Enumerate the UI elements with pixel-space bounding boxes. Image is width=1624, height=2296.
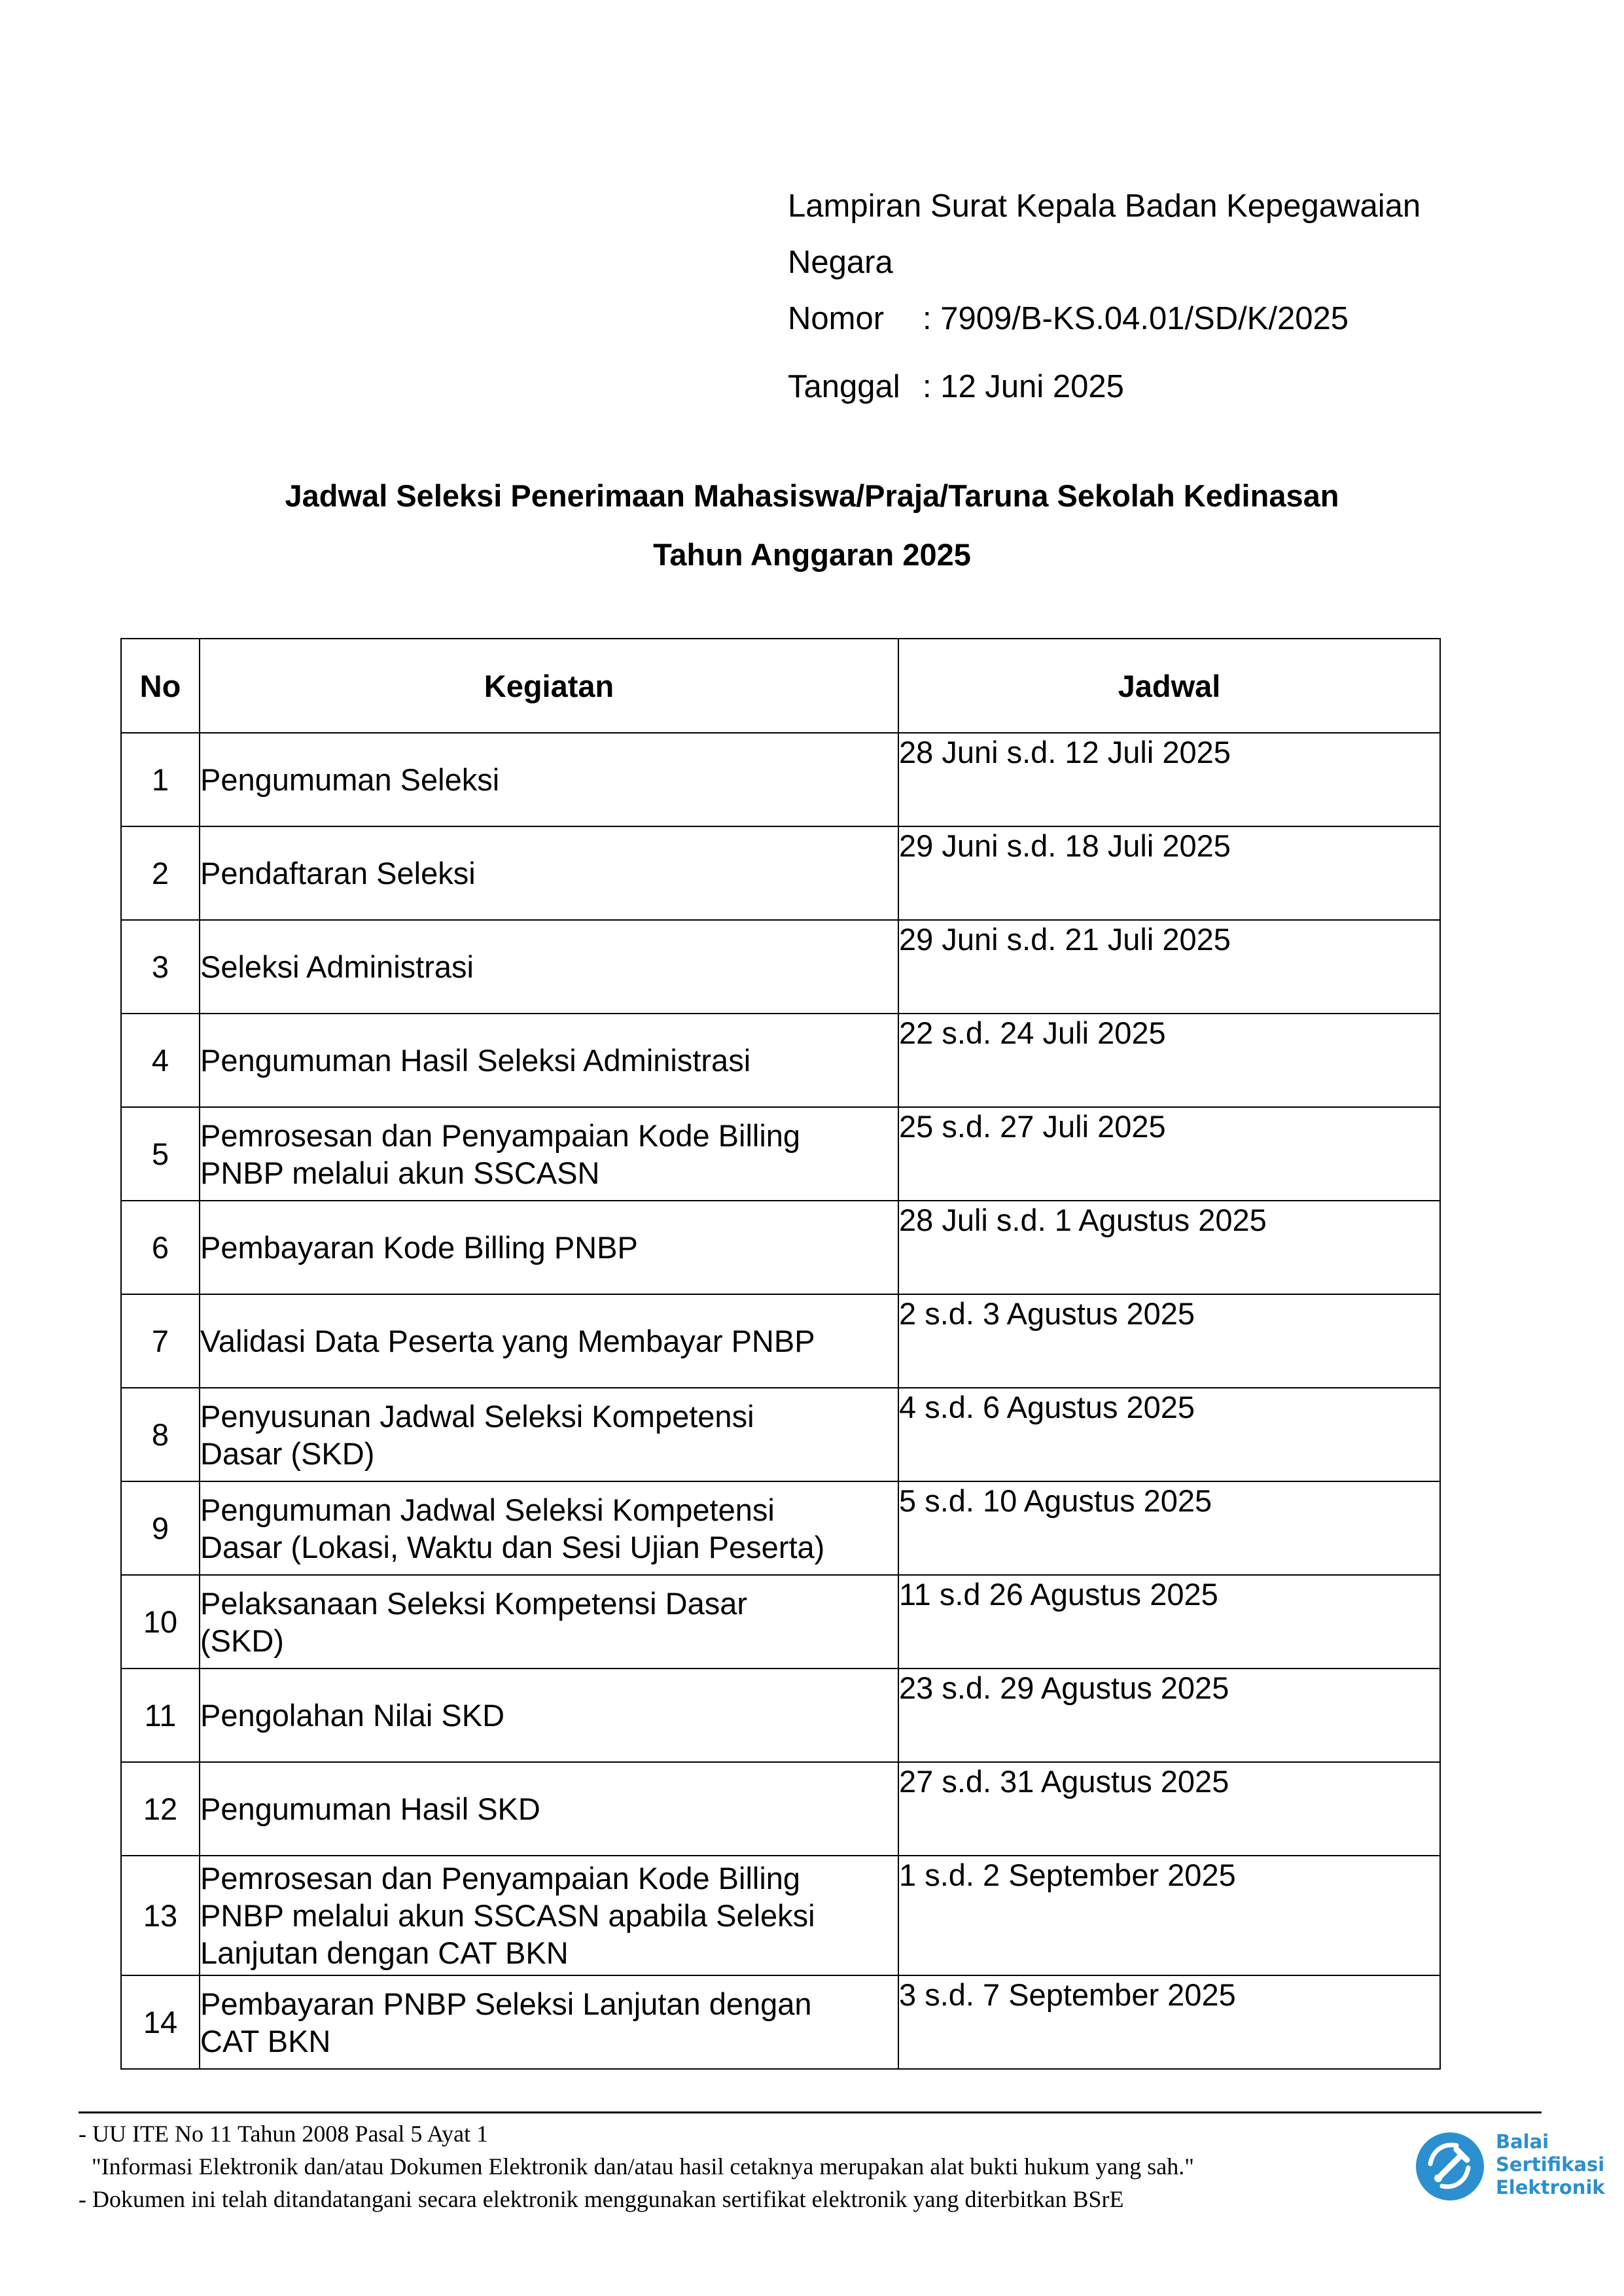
tanggal-label: Tanggal: [788, 369, 900, 404]
activity-cell: [200, 1575, 898, 1669]
schedule-cell: 22 s.d. 24 Juli 2025: [898, 1014, 1440, 1107]
row-number: 12: [121, 1762, 200, 1856]
table-row: [121, 1201, 1440, 1294]
activity-text-line: Pengolahan Nilai SKD: [200, 1698, 505, 1733]
table-row: [121, 1107, 1440, 1201]
table-row: [121, 1014, 1440, 1107]
reference-line-2: Negara: [788, 245, 893, 280]
activity-cell: [200, 1975, 898, 2069]
schedule-cell: 27 s.d. 31 Agustus 2025: [898, 1762, 1440, 1856]
schedule-cell: 29 Juni s.d. 21 Juli 2025: [898, 920, 1440, 1014]
activity-cell: [200, 1856, 898, 1975]
activity-text-line: Pengumuman Seleksi: [200, 762, 500, 797]
header-activity: Kegiatan: [200, 639, 898, 733]
table-row: [121, 1669, 1440, 1762]
footer-line-2: "Informasi Elektronik dan/atau Dokumen Elektronik dan/atau hasil cetaknya merupakan alat bukti hukum yang sah.": [92, 2153, 1194, 2180]
logo-text-line-2: Sertifikasi: [1496, 2153, 1605, 2176]
table-row: [121, 1294, 1440, 1388]
footer-line-3: - Dokumen ini telah ditandatangani secara elektronik menggunakan sertifikat elektronik yang diterbitkan BSrE: [79, 2186, 1124, 2212]
row-number: 2: [121, 826, 200, 920]
bsre-logo-text: [1496, 2130, 1605, 2199]
activity-text-line: Lanjutan dengan CAT BKN: [200, 1935, 569, 1970]
tanggal-line: [788, 359, 1421, 415]
activity-text-line: Pemrosesan dan Penyampaian Kode Billing: [200, 1118, 801, 1153]
schedule-table: [120, 638, 1441, 2070]
header-no: No: [121, 639, 200, 733]
row-number: 14: [121, 1975, 200, 2069]
schedule-cell: 28 Juni s.d. 12 Juli 2025: [898, 733, 1440, 826]
schedule-cell: 11 s.d 26 Agustus 2025: [898, 1575, 1440, 1669]
row-number: 8: [121, 1388, 200, 1481]
activity-text-line: Pengumuman Jadwal Seleksi Kompetensi: [200, 1492, 775, 1527]
logo-text-line-3: Elektronik: [1496, 2176, 1605, 2199]
footer-divider: [79, 2111, 1542, 2113]
row-number: 4: [121, 1014, 200, 1107]
row-number: 6: [121, 1201, 200, 1294]
table-row: [121, 733, 1440, 826]
schedule-cell: 1 s.d. 2 September 2025: [898, 1856, 1440, 1975]
table-row: [121, 1481, 1440, 1575]
row-number: 3: [121, 920, 200, 1014]
schedule-cell: 5 s.d. 10 Agustus 2025: [898, 1481, 1440, 1575]
table-row: [121, 1975, 1440, 2069]
activity-text-line: Dasar (Lokasi, Waktu dan Sesi Ujian Peserta): [200, 1529, 825, 1564]
nomor-value: : 7909/B-KS.04.01/SD/K/2025: [923, 301, 1349, 336]
schedule-cell: 28 Juli s.d. 1 Agustus 2025: [898, 1201, 1440, 1294]
activity-text-line: CAT BKN: [200, 2023, 331, 2058]
activity-cell: [200, 1201, 898, 1294]
letter-reference: [788, 178, 1421, 415]
logo-text-line-1: Balai: [1496, 2130, 1549, 2153]
activity-text-line: Penyusunan Jadwal Seleksi Kompetensi: [200, 1398, 754, 1434]
activity-cell: [200, 1107, 898, 1201]
table-row: [121, 826, 1440, 920]
activity-cell: [200, 1014, 898, 1107]
document-subtitle: Tahun Anggaran 2025: [653, 537, 971, 572]
activity-cell: [200, 1481, 898, 1575]
activity-cell: [200, 1294, 898, 1388]
footer-line-1: - UU ITE No 11 Tahun 2008 Pasal 5 Ayat 1: [79, 2121, 489, 2147]
row-number: 13: [121, 1856, 200, 1975]
footer-notice: [79, 2117, 1194, 2216]
activity-text-line: Validasi Data Peserta yang Membayar PNBP: [200, 1324, 815, 1358]
schedule-table-body: [121, 733, 1440, 2069]
activity-text-line: Pembayaran Kode Billing PNBP: [200, 1230, 638, 1265]
schedule-cell: 4 s.d. 6 Agustus 2025: [898, 1388, 1440, 1481]
header-schedule: Jadwal: [898, 639, 1440, 733]
schedule-cell: 25 s.d. 27 Juli 2025: [898, 1107, 1440, 1201]
row-number: 1: [121, 733, 200, 826]
table-row: [121, 1856, 1440, 1975]
table-row: [121, 1762, 1440, 1856]
tanggal-value: : 12 Juni 2025: [923, 369, 1124, 404]
activity-text-line: Pengumuman Hasil Seleksi Administrasi: [200, 1043, 751, 1078]
activity-text-line: Pemrosesan dan Penyampaian Kode Billing: [200, 1861, 801, 1896]
activity-cell: [200, 920, 898, 1014]
activity-text-line: PNBP melalui akun SSCASN: [200, 1155, 600, 1190]
schedule-cell: 3 s.d. 7 September 2025: [898, 1975, 1440, 2069]
activity-text-line: Pengumuman Hasil SKD: [200, 1792, 540, 1826]
schedule-cell: 29 Juni s.d. 18 Juli 2025: [898, 826, 1440, 920]
table-header-row: [121, 639, 1440, 733]
table-row: [121, 920, 1440, 1014]
nomor-line: [788, 291, 1421, 347]
document-title: Jadwal Seleksi Penerimaan Mahasiswa/Praja/Taruna Sekolah Kedinasan: [285, 478, 1339, 513]
activity-text-line: Dasar (SKD): [200, 1436, 375, 1471]
activity-cell: [200, 1388, 898, 1481]
activity-cell: [200, 733, 898, 826]
table-row: [121, 1388, 1440, 1481]
activity-text-line: (SKD): [200, 1623, 284, 1658]
activity-text-line: PNBP melalui akun SSCASN apabila Seleksi: [200, 1898, 815, 1933]
row-number: 11: [121, 1669, 200, 1762]
row-number: 9: [121, 1481, 200, 1575]
table-row: [121, 1575, 1440, 1669]
schedule-cell: 23 s.d. 29 Agustus 2025: [898, 1669, 1440, 1762]
activity-text-line: Pelaksanaan Seleksi Kompetensi Dasar: [200, 1585, 748, 1621]
activity-cell: [200, 1762, 898, 1856]
activity-text-line: Seleksi Administrasi: [200, 949, 474, 984]
reference-line-1: Lampiran Surat Kepala Badan Kepegawaian: [788, 188, 1421, 224]
activity-cell: [200, 1669, 898, 1762]
row-number: 10: [121, 1575, 200, 1669]
activity-text-line: Pembayaran PNBP Seleksi Lanjutan dengan: [200, 1986, 812, 2021]
schedule-cell: 2 s.d. 3 Agustus 2025: [898, 1294, 1440, 1388]
activity-text-line: Pendaftaran Seleksi: [200, 856, 476, 891]
nomor-label: Nomor: [788, 301, 885, 336]
row-number: 5: [121, 1107, 200, 1201]
bsre-logo: [1413, 2127, 1610, 2205]
row-number: 7: [121, 1294, 200, 1388]
bsre-logo-icon: [1413, 2130, 1487, 2203]
activity-cell: [200, 826, 898, 920]
